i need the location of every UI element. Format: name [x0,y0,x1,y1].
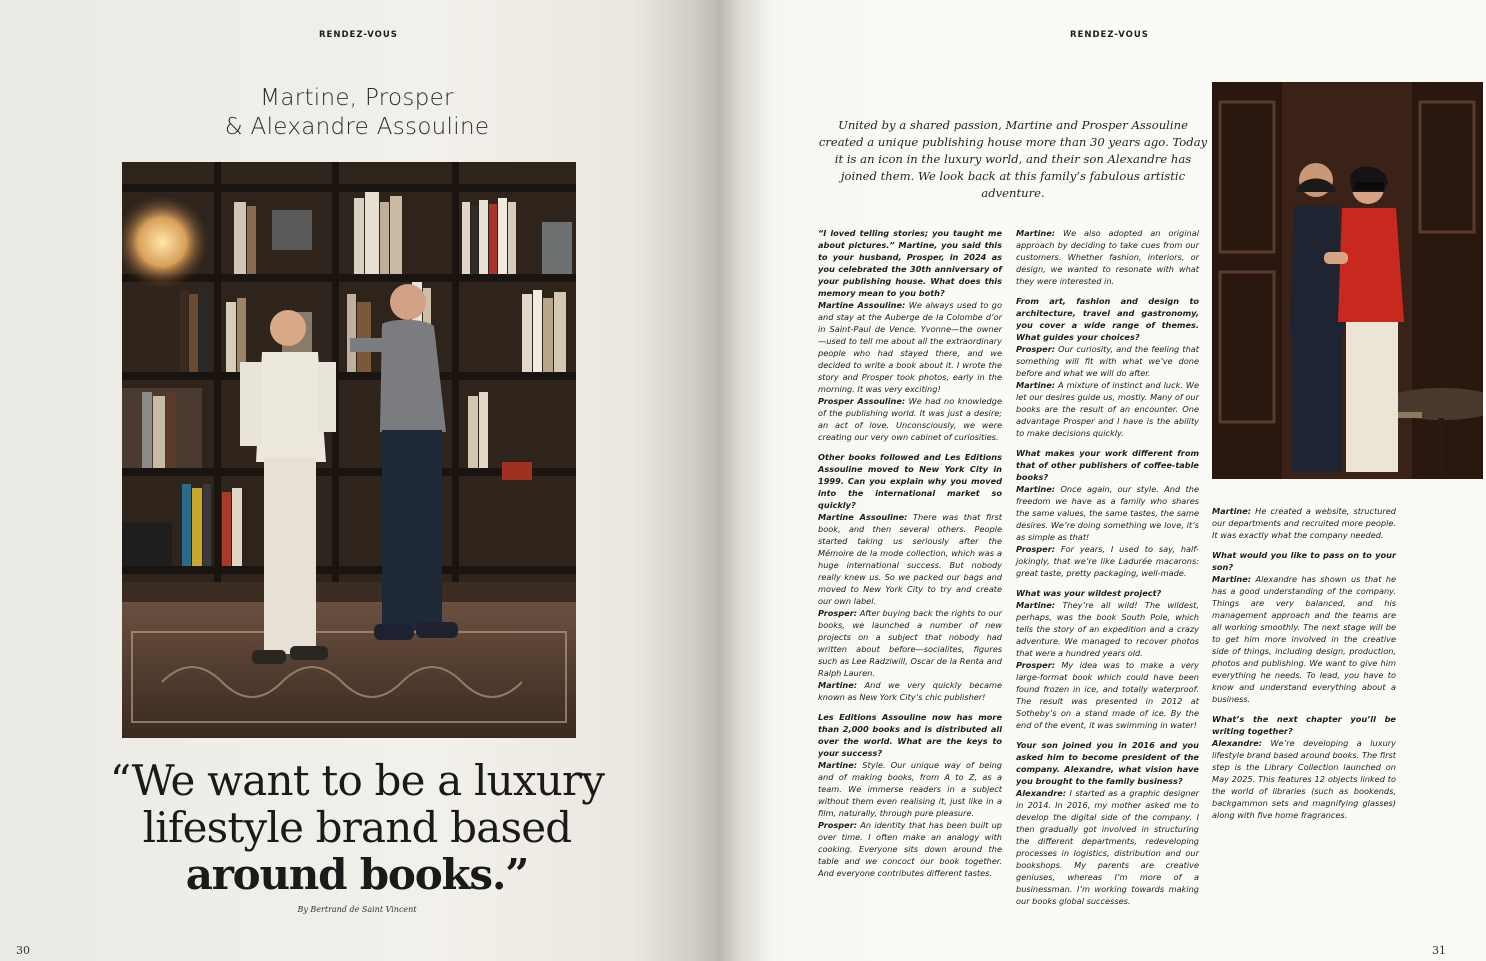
pull-quote-line-2: lifestyle brand based [142,803,572,852]
speaker-name: Prosper: [1016,344,1056,354]
interview-column-3 [1212,505,1396,821]
answer [818,511,1002,607]
answer [818,299,1002,395]
answer [1016,343,1199,379]
question: Les Editions Assouline now has more than 2,000 books and is distributed all over the world. What are the keys to your success? [818,712,1002,758]
answer [818,819,1002,879]
answer-text: They’re all wild! The wildest, perhaps, was the book South Pole, which tells the story of an expedition and a crazy adventure. We managed to recover photos that were a hundred years old. [1016,600,1199,658]
answer [1212,505,1396,541]
question: What’s the next chapter you’ll be writing together? [1212,714,1396,736]
answer-text: Alexandre has shown us that he has a good understanding of the company. Things are very balanced, and his management approach and the teams are all working smoothly. The next stage will be to get him more involved in the creative side of things, including design, production, photos and publishing. We want to give him everything he needs. To lead, you have to know and understand everything about a business. [1212,574,1396,704]
speaker-name: Martine: [818,760,858,770]
speaker-name: Alexandre: [1212,738,1263,748]
speaker-name: Prosper: [1016,660,1056,670]
answer [1016,483,1199,543]
speaker-name: Prosper: [818,608,858,618]
answer-text: We’re developing a luxury lifestyle brand based around books. The first step is the Library Collection launched on May 2025. This features 12 objects linked to the world of libraries (such as bookends, backgammon sets and magnifying glasses) along with five home fragrances. [1212,738,1396,820]
family-photo [1212,82,1483,479]
answer-text: Style. Our unique way of being and of making books, from A to Z, as a team. We immerse readers in a subject without them even realising it, just like in a film, naturally, through pure pleasure. [818,760,1002,818]
answer [1016,787,1199,907]
portrait-photo [122,162,576,738]
question: What was your wildest project? [1016,588,1162,598]
question: Your son joined you in 2016 and you asked him to become president of the company. Alexandre, what vision have you brought to the family business? [1016,740,1199,786]
answer-text: After buying back the rights to our books, we launched a number of new projects on a subject that nobody had written about before—socialites, figures such as Lee Radziwill, Oscar de la Renta and Ralph Lauren. [818,608,1002,678]
speaker-name: Prosper: [1016,544,1056,554]
answer-text: We always used to go and stay at the Auberge de la Colombe d’or in Saint-Paul de Vence. Yvonne—the owner—used to tell me about all the extraordinary people who had stayed there, and we decided to write a book about it. I wrote the story and Prosper took photos, early in the morning. It was very exciting! [818,300,1002,394]
answer-text: For years, I used to say, half-jokingly, that we’re like Ladurée macarons: great taste, pretty packaging, well-made. [1016,544,1199,578]
right-page [718,0,1486,961]
answer [818,679,1002,703]
pull-quote-line-3: around books.” [185,850,529,899]
byline: By Bertrand de Saint Vincent [297,905,417,914]
speaker-name: Martine Assouline: [818,512,908,522]
answer [818,395,1002,443]
answer-text: We also adopted an original approach by deciding to take cues from our customers. Whether fashion, interiors, or design, we wanted to resonate with what they were interested in. [1016,228,1199,286]
answer-text: My idea was to make a very large-format book which could have been found frozen in ice, and totally waterproof. The result was presented in 2012 at Sotheby’s on a stand made of ice. By the end of the event, it was swimming in water! [1016,660,1199,730]
interview-column-1 [818,227,1002,879]
speaker-name: Martine: [1212,574,1252,584]
question: What makes your work different from that of other publishers of coffee-table books? [1016,448,1199,482]
answer-text: I started as a graphic designer in 2014. In 2016, my mother asked me to develop the digital side of the company. I then gradually got involved in structuring the different departments, redeveloping processes in logistics, distribution and our bookshops. My parents are creative geniuses, whereas I’m more of a businessman. I’m working towards making our books global successes. [1016,788,1199,906]
answer [1016,227,1199,287]
folio-left: 30 [16,944,30,957]
running-head-left: RENDEZ-VOUS [319,30,398,40]
interview-column-2 [1016,227,1199,907]
running-head-right: RENDEZ-VOUS [1070,30,1149,40]
speaker-name: Martine: [1016,484,1056,494]
answer [1212,573,1396,705]
family-photo-illustration [1212,82,1483,479]
answer-text: He created a website, structured our departments and recruited more people. It was exactly what the company needed. [1212,506,1396,540]
answer [818,607,1002,679]
intro-standfirst: United by a shared passion, Martine and Prosper Assouline created a unique publishing house more than 30 years ago. Today it is an icon in the luxury world, and their son Alexandre has joined them. We look back at this family’s fabulous artistic adventure. [818,118,1208,200]
answer [1016,543,1199,579]
answer-text: A mixture of instinct and luck. We let our desires guide us, mostly. Many of our books are the result of an encounter. One advantage Prosper and I have is the ability to make decisions quickly. [1016,380,1199,438]
speaker-name: Martine: [1016,228,1056,238]
answer-text: We had no knowledge of the publishing world. It was just a desire; an act of love. Unconsciously, we were creating our very own cabinet of curiosities. [818,396,1002,442]
question: From art, fashion and design to architecture, travel and gastronomy, you cover a wide range of themes. What guides your choices? [1016,296,1199,342]
speaker-name: Alexandre: [1016,788,1067,798]
answer [1016,379,1199,439]
answer [818,759,1002,819]
portrait-photo-illustration [122,162,576,738]
speaker-name: Martine: [1016,600,1056,610]
speaker-name: Martine: [1016,380,1056,390]
speaker-name: Martine Assouline: [818,300,906,310]
pull-quote-line-1: “We want to be a luxury [109,756,605,805]
speaker-name: Martine: [1212,506,1252,516]
answer-text: Once again, our style. And the freedom we have as a family who shares the same values, the same tastes, the same desires. We’re doing something we love, it’s as simple as that! [1016,484,1199,542]
question: “I loved telling stories; you taught me about pictures.” Martine, you said this to your husband, Prosper, in 2024 as you celebrated the 30th anniversary of your publishing house. What does this memory mean to you both? [818,228,1002,298]
article-title [150,84,564,142]
question: Other books followed and Les Editions Assouline moved to New York City in 1999. Can you explain why you moved into the international market so quickly? [818,452,1002,510]
question: What would you like to pass on to your son? [1212,550,1396,572]
answer-text: There was that first book, and then several others. People started taking us seriously after the Mémoire de la mode collection, which was a huge international success. But nobody really knew us. So we packed our bags and moved to New York City to try and create our own label. [818,512,1003,606]
answer [1016,599,1199,659]
folio-right: 31 [1432,944,1446,957]
pull-quote [108,757,606,898]
speaker-name: Prosper Assouline: [818,396,906,406]
left-page [0,0,718,961]
answer-text: And we very quickly became known as New York City’s chic publisher! [818,680,1002,702]
answer [1212,737,1396,821]
answer-text: Our curiosity, and the feeling that something will fit with what we’ve done before and what we will do after. [1016,344,1199,378]
speaker-name: Martine: [818,680,858,690]
answer-text: An identity that has been built up over time. I often make an analogy with cooking. Everyone sits down around the table and we concoct our book together. And everyone contributes different tastes. [818,820,1002,878]
answer [1016,659,1199,731]
title-line-1: Martine, Prosper [260,85,454,111]
speaker-name: Prosper: [818,820,858,830]
title-line-2: & Alexandre Assouline [224,114,490,140]
